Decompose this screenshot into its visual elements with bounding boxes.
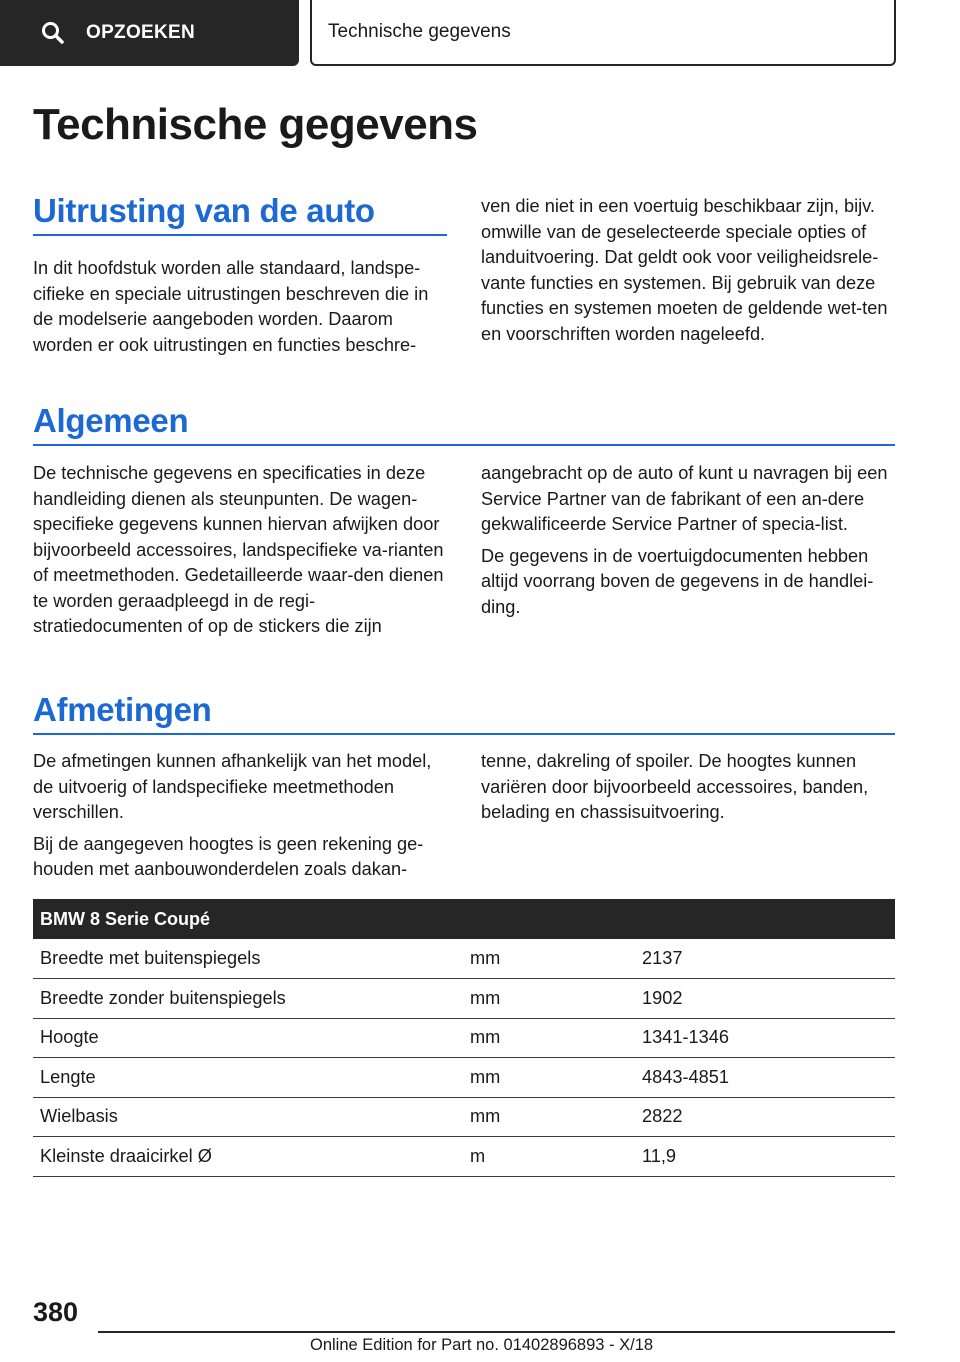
cell-label: Breedte met buitenspiegels — [33, 939, 463, 979]
paragraph: De gegevens in de voertuigdocumenten hebben altijd voorrang boven de gegevens in de handlei-ding. — [481, 545, 874, 617]
section-text-right — [481, 461, 895, 620]
section-text-left — [33, 749, 447, 883]
paragraph: De afmetingen kunnen afhankelijk van het model, de uitvoerig of landspecifieke meetmethoden verschillen. — [33, 751, 432, 822]
search-label: OPZOEKEN — [86, 22, 196, 43]
cell-unit: mm — [463, 979, 635, 1019]
paragraph: tenne, dakreling of spoiler. De hoogtes kunnen variëren door bijvoorbeeld accessoires, banden, belading en chassisuitvoering. — [481, 751, 869, 822]
paragraph: In dit hoofdstuk worden alle standaard, landspe-cifieke en speciale uitrustingen beschreven die in de modelserie aangeboden worden. Daarom worden er ook uitrustingen en functies beschre- — [33, 258, 429, 355]
table-row — [33, 939, 895, 979]
cell-value: 2822 — [635, 1097, 895, 1137]
table-header-row — [33, 899, 895, 939]
cell-value: 4843-4851 — [635, 1058, 895, 1098]
cell-value: 2137 — [635, 939, 895, 979]
section-title-afmetingen: Afmetingen — [33, 691, 212, 728]
table-row — [33, 1097, 895, 1137]
paragraph: aangebracht op de auto of kunt u navragen bij een Service Partner van de fabrikant of een an-dere gekwalificeerde Service Partner of specia-list. — [481, 463, 888, 534]
table-row — [33, 1018, 895, 1058]
cell-unit: mm — [463, 1058, 635, 1098]
cell-unit: mm — [463, 939, 635, 979]
section-rule — [33, 234, 447, 236]
cell-label: Wielbasis — [33, 1097, 463, 1137]
cell-label: Lengte — [33, 1058, 463, 1098]
page-number: 380 — [33, 1297, 79, 1327]
top-bar — [0, 0, 960, 66]
table-row — [33, 1058, 895, 1098]
table-row — [33, 979, 895, 1019]
section-text-left — [33, 256, 447, 358]
edition-text: Online Edition for Part no. 01402896893 - X/18 — [310, 1336, 654, 1354]
section-text-left — [33, 461, 447, 640]
cell-label: Kleinste draaicirkel Ø — [33, 1137, 463, 1177]
cell-unit: mm — [463, 1018, 635, 1058]
cell-unit: mm — [463, 1097, 635, 1137]
section-title-uitrusting: Uitrusting van de auto — [33, 192, 375, 229]
search-button[interactable] — [0, 0, 299, 66]
dimensions-table — [33, 899, 895, 1177]
cell-value: 1902 — [635, 979, 895, 1019]
breadcrumb[interactable] — [310, 0, 896, 66]
paragraph: Bij de aangegeven hoogtes is geen rekening ge-houden met aanbouwonderdelen zoals dakan- — [33, 833, 424, 879]
paragraph: De technische gegevens en specificaties in deze handleiding dienen als steunpunten. De wagen-specifieke gegevens kunnen hiervan afwijken door bijvoorbeeld accessoires, landspecifieke va-rianten of meetmethoden. Gedetailleerde waar-den dienen te worden geraadpleegd in de regi-stratiedocumenten of op de stickers die zijn — [33, 463, 444, 636]
section-text-right — [481, 194, 895, 347]
cell-value: 11,9 — [635, 1137, 895, 1177]
cell-value: 1341-1346 — [635, 1018, 895, 1058]
breadcrumb-text: Technische gegevens — [328, 21, 511, 42]
section-title-algemeen: Algemeen — [33, 402, 189, 439]
table-header: BMW 8 Serie Coupé — [33, 899, 895, 939]
section-rule — [33, 733, 895, 735]
footer-rule — [98, 1331, 895, 1333]
cell-label: Breedte zonder buitenspiegels — [33, 979, 463, 1019]
cell-unit: m — [463, 1137, 635, 1177]
search-icon — [40, 20, 66, 46]
page-title: Technische gegevens — [33, 100, 478, 149]
section-rule — [33, 444, 895, 446]
cell-label: Hoogte — [33, 1018, 463, 1058]
paragraph: ven die niet in een voertuig beschikbaar zijn, bijv. omwille van de geselecteerde speciale opties of landuitvoering. Dat geldt ook voor veiligheidsrele-vante functies en systemen. Bij gebruik van deze functies en systemen moeten de geldende wet-ten en voorschriften worden nageleefd. — [481, 196, 888, 344]
section-text-right — [481, 749, 895, 826]
table-row — [33, 1137, 895, 1177]
